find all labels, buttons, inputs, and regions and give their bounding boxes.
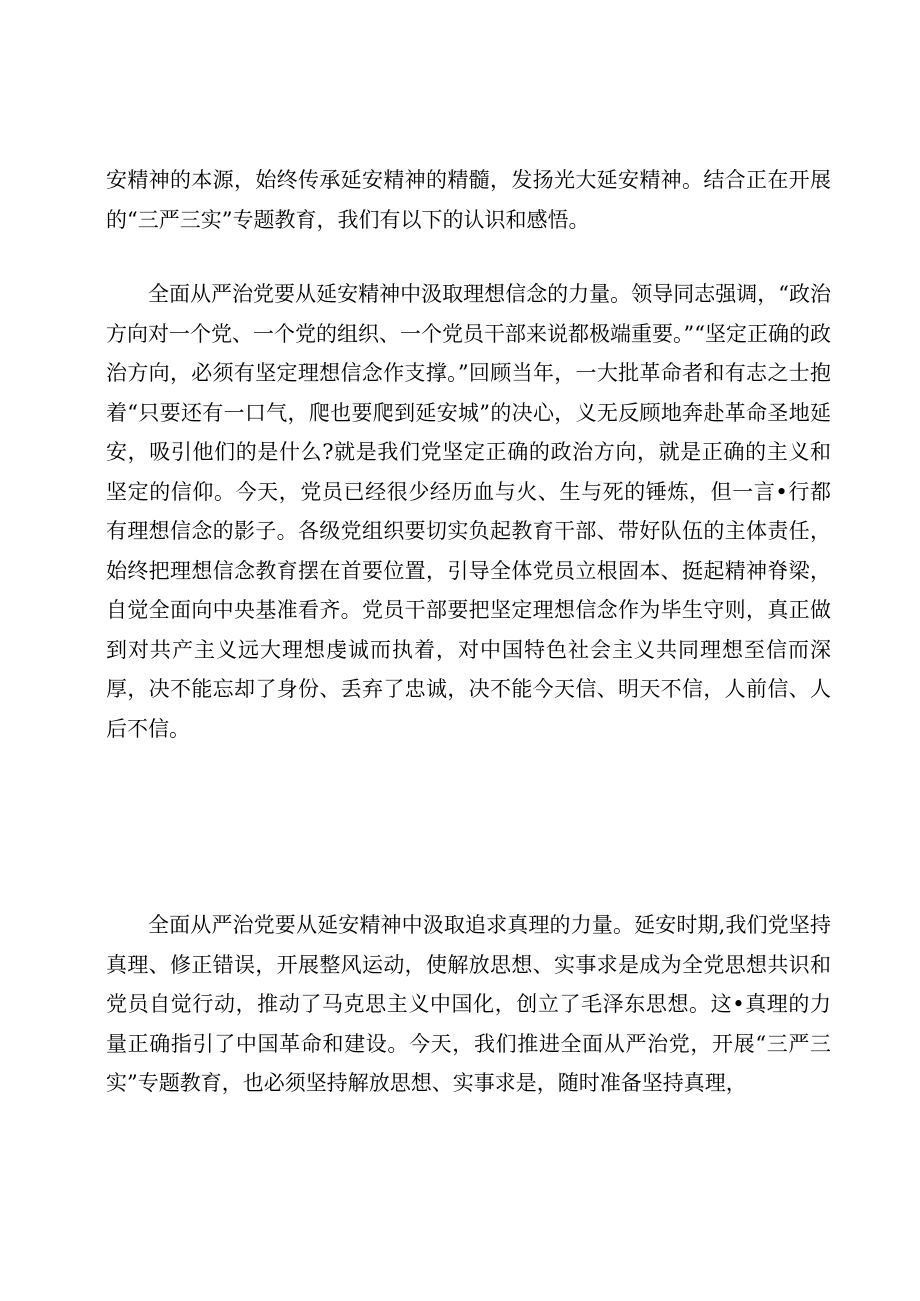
paragraph-pursuit-of-truth: 全面从严治党要从延安精神中汲取追求真理的力量。延安时期,我们党坚持真理、修正错误，开展整风运动，使解放思想、实事求是成为全党思想共识和党员自觉行动，推动了马克思主义中国化，创立了毛泽东思想。这•真理的力量正确指引了中国革命和建设。今天，我们推进全面从严治党，开展“三严三实”专题教育，也必须坚持解放思想、实事求是，随时准备坚持真理， — [106, 913, 831, 1095]
paragraph-intro-continued: 安精神的本源，始终传承延安精神的精髓，发扬光大延安精神。结合正在开展的“三严三实”专题教育，我们有以下的认识和感悟。 — [106, 168, 831, 232]
paragraph-ideals-and-beliefs: 全面从严治党要从延安精神中汲取理想信念的力量。领导同志强调，“政治方向对一个党、一个党的组织、一个党员干部来说都极端重要。”“坚定正确的政治方向，必须有坚定理想信念作支撑。”回顾当年，一大批革命者和有志之士抱着“只要还有一口气，爬也要爬到延安城”的决心，义无反顾地奔赴革命圣地延安，吸引他们的是什么?就是我们党坚定正确的政治方向，就是正确的主义和坚定的信仰。今天，党员已经很少经历血与火、生与死的锤炼，但一言•行都有理想信念的影子。各级党组织要切实负起教育干部、带好队伍的主体责任，始终把理想信念教育摆在首要位置，引导全体党员立根固本、挺起精神脊梁，自觉全面向中央基准看齐。党员干部要把坚定理想信念作为毕生守则，真正做到对共产主义远大理想虔诚而执着，对中国特色社会主义共同理想至信而深厚，决不能忘却了身份、丢弃了忠诚，决不能今天信、明天不信，人前信、人后不信。 — [106, 282, 831, 741]
